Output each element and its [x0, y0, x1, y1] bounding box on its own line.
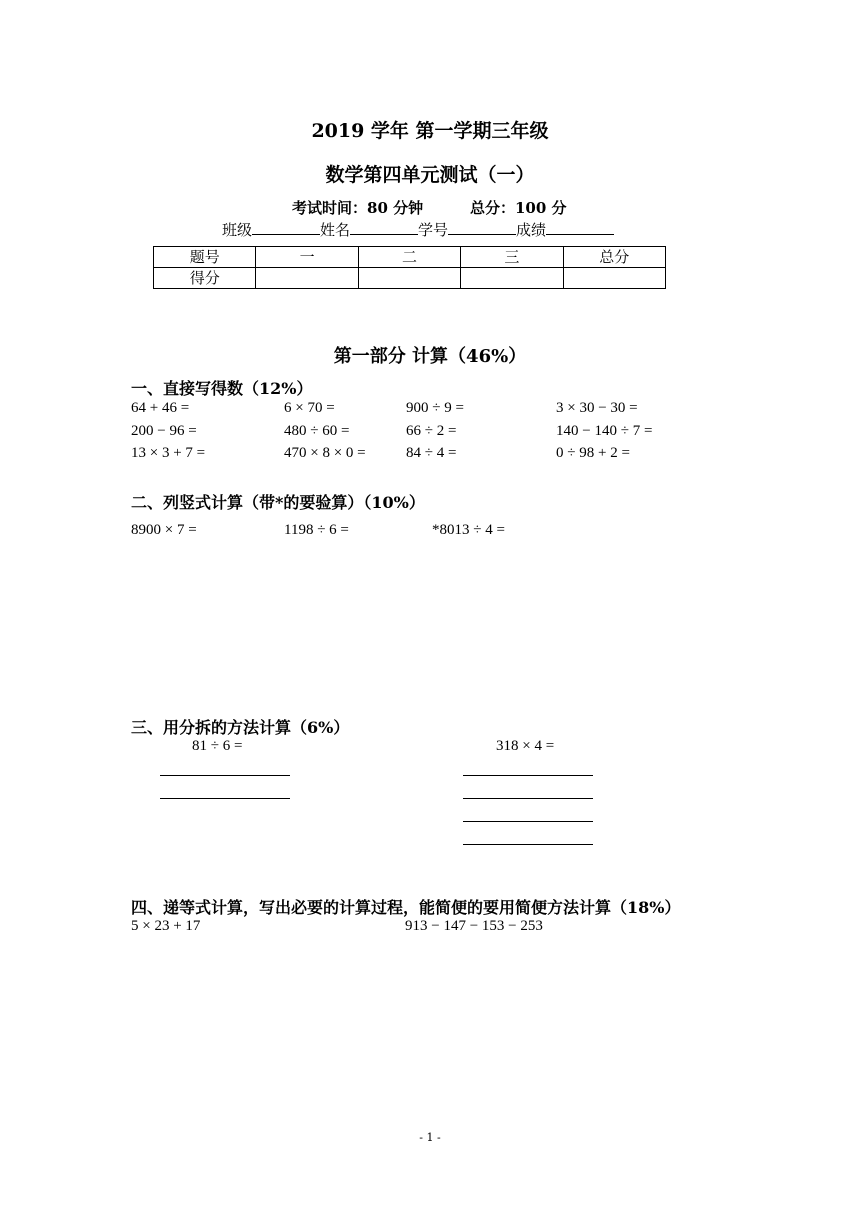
answer-line[interactable]: [160, 775, 290, 776]
score-cell[interactable]: [461, 268, 563, 289]
question-item: 140 − 140 ÷ 7 =: [556, 423, 653, 439]
answer-line[interactable]: [463, 798, 593, 799]
section-one-title: 一、直接写得数（12%）: [131, 379, 313, 398]
answer-line[interactable]: [463, 775, 593, 776]
question-item: 8900 × 7 =: [131, 522, 197, 538]
score-cell[interactable]: [358, 268, 460, 289]
question-item: 13 × 3 + 7 =: [131, 445, 206, 461]
exam-title: 2019 学年 第一学期三年级: [311, 120, 549, 142]
score-table-header-row: [154, 247, 666, 268]
student-number-label: 学号: [418, 221, 449, 239]
exam-time: 考试时间：80 分钟: [292, 199, 424, 217]
answer-line[interactable]: [463, 821, 593, 822]
score-row-label: 得分: [154, 268, 256, 289]
question-item: 0 ÷ 98 + 2 =: [556, 445, 630, 461]
question-item: 3 × 30 − 30 =: [556, 400, 638, 416]
question-item: 6 × 70 =: [284, 400, 335, 416]
student-number-blank[interactable]: [448, 220, 516, 235]
question-item: 913 − 147 − 153 − 253: [405, 918, 543, 934]
section-four-title: 四、递等式计算，写出必要的计算过程，能简便的要用简便方法计算（18%）: [131, 898, 681, 917]
table-header-cell: 一: [256, 247, 358, 268]
section-two-title: 二、列竖式计算（带*的要验算）（10%）: [131, 493, 425, 512]
question-item: 480 ÷ 60 =: [284, 423, 350, 439]
name-label: 姓名: [320, 221, 351, 239]
student-info-fields: [222, 219, 614, 240]
score-cell[interactable]: [563, 268, 665, 289]
answer-line[interactable]: [160, 798, 290, 799]
question-item: 1198 ÷ 6 =: [284, 522, 349, 538]
class-label: 班级: [222, 221, 253, 239]
section-three-title: 三、用分拆的方法计算（6%）: [131, 718, 350, 737]
question-item: 5 × 23 + 17: [131, 918, 201, 934]
score-table-score-row: [154, 268, 666, 289]
exam-subtitle: 数学第四单元测试（一）: [325, 164, 535, 186]
question-item: 318 × 4 =: [496, 738, 555, 754]
table-header-cell: 二: [358, 247, 460, 268]
score-cell[interactable]: [256, 268, 358, 289]
question-item: 64 + 46 =: [131, 400, 190, 416]
page-number: - 1 -: [419, 1131, 441, 1144]
question-item: 900 ÷ 9 =: [406, 400, 464, 416]
question-item: 81 ÷ 6 =: [192, 738, 243, 754]
table-header-cell: 总分: [563, 247, 665, 268]
score-table: [153, 246, 666, 289]
question-item: 84 ÷ 4 =: [406, 445, 457, 461]
question-item: 66 ÷ 2 =: [406, 423, 457, 439]
question-item: *8013 ÷ 4 =: [432, 522, 505, 538]
table-header-cell: 题号: [154, 247, 256, 268]
class-blank[interactable]: [252, 220, 320, 235]
question-item: 470 × 8 × 0 =: [284, 445, 366, 461]
name-blank[interactable]: [350, 220, 418, 235]
part-one-title: 第一部分 计算（46%）: [333, 346, 527, 367]
grade-label: 成绩: [516, 221, 547, 239]
grade-blank[interactable]: [546, 220, 614, 235]
total-score: 总分：100 分: [470, 199, 567, 217]
question-item: 200 − 96 =: [131, 423, 197, 439]
table-header-cell: 三: [461, 247, 563, 268]
answer-line[interactable]: [463, 844, 593, 845]
